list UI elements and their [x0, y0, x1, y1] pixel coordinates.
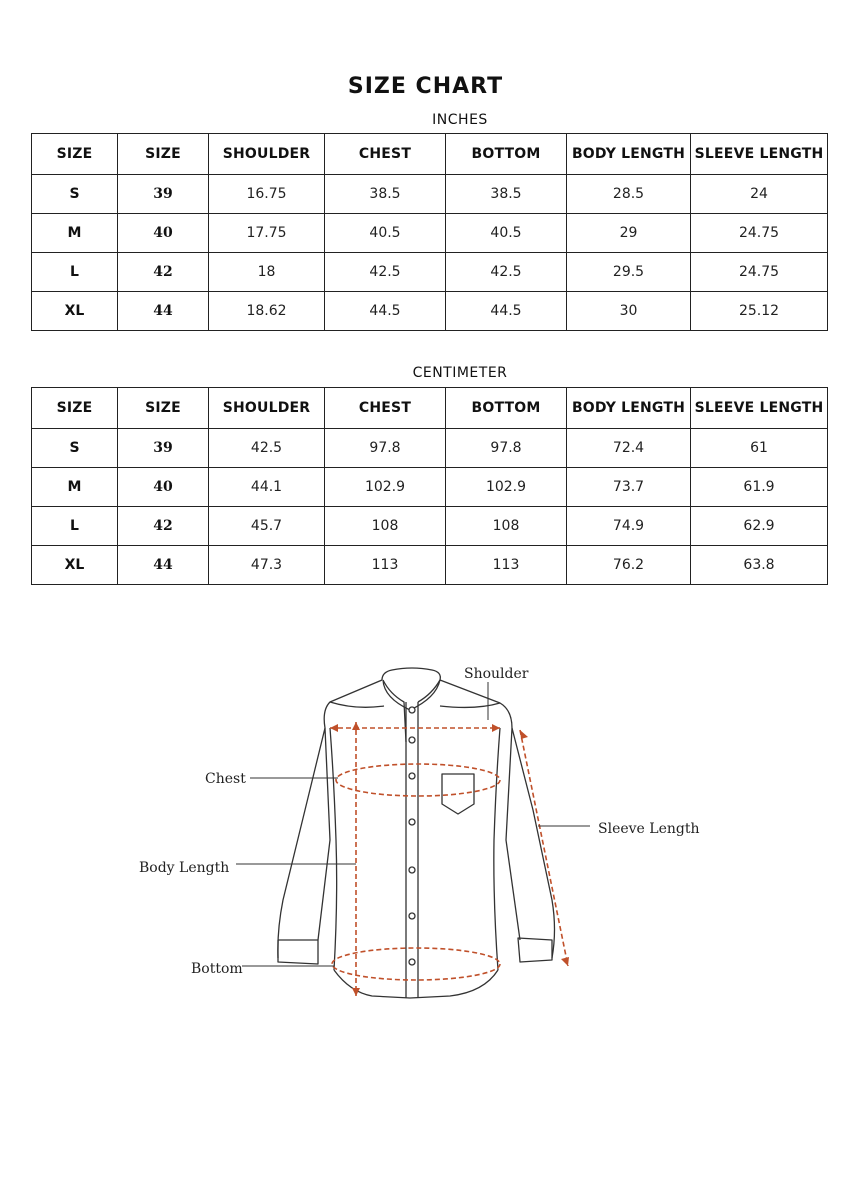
sleeve-length-cell: 24	[691, 175, 828, 214]
body-length-label: Body Length	[139, 860, 230, 876]
chest-cell: 44.5	[325, 292, 446, 331]
bottom-cell: 44.5	[446, 292, 567, 331]
chest-cell: 102.9	[325, 468, 446, 507]
size-number-cell: 42	[118, 507, 209, 546]
header-size: SIZE	[32, 134, 118, 175]
table-header-row	[32, 388, 828, 429]
table-row	[32, 253, 828, 292]
body-length-cell: 72.4	[567, 429, 691, 468]
chest-cell: 42.5	[325, 253, 446, 292]
body-length-cell: 74.9	[567, 507, 691, 546]
shoulder-cell: 45.7	[209, 507, 325, 546]
table-row	[32, 507, 828, 546]
chest-cell: 38.5	[325, 175, 446, 214]
header-size-number: SIZE	[118, 134, 209, 175]
inches-label: INCHES	[432, 112, 488, 128]
sleeve-length-cell: 61	[691, 429, 828, 468]
shoulder-label: Shoulder	[464, 666, 529, 682]
size-number-cell: 44	[118, 292, 209, 331]
header-sleeve-length: SLEEVE LENGTH	[691, 134, 828, 175]
body-length-cell: 30	[567, 292, 691, 331]
arrow-icons	[330, 722, 569, 996]
table-header-row	[32, 134, 828, 175]
inches-table	[31, 133, 828, 331]
bottom-cell: 102.9	[446, 468, 567, 507]
size-cell: M	[32, 214, 118, 253]
chest-cell: 40.5	[325, 214, 446, 253]
body-length-cell: 76.2	[567, 546, 691, 585]
size-number-cell: 42	[118, 253, 209, 292]
sleeve-length-cell: 24.75	[691, 253, 828, 292]
header-size-number: SIZE	[118, 388, 209, 429]
chest-label: Chest	[205, 771, 246, 787]
bottom-measure-ellipse	[332, 948, 500, 980]
size-cell: M	[32, 468, 118, 507]
header-bottom: BOTTOM	[446, 134, 567, 175]
shoulder-cell: 18	[209, 253, 325, 292]
header-body-length: BODY LENGTH	[567, 388, 691, 429]
button-icons	[409, 707, 415, 965]
table-row	[32, 214, 828, 253]
header-bottom: BOTTOM	[446, 388, 567, 429]
shoulder-cell: 18.62	[209, 292, 325, 331]
shirt-measurement-diagram	[0, 640, 851, 1040]
size-cell: XL	[32, 546, 118, 585]
header-size: SIZE	[32, 388, 118, 429]
size-cell: L	[32, 253, 118, 292]
body-length-cell: 73.7	[567, 468, 691, 507]
centimeter-label: CENTIMETER	[412, 365, 508, 381]
size-cell: S	[32, 429, 118, 468]
body-length-cell: 29.5	[567, 253, 691, 292]
table-row	[32, 468, 828, 507]
sleeve-length-cell: 25.12	[691, 292, 828, 331]
sleeve-length-cell: 62.9	[691, 507, 828, 546]
header-sleeve-length: SLEEVE LENGTH	[691, 388, 828, 429]
size-number-cell: 39	[118, 175, 209, 214]
size-cell: S	[32, 175, 118, 214]
header-shoulder: SHOULDER	[209, 388, 325, 429]
bottom-cell: 97.8	[446, 429, 567, 468]
centimeter-table	[31, 387, 828, 585]
bottom-cell: 113	[446, 546, 567, 585]
sleeve-length-measure-line	[520, 730, 568, 966]
header-chest: CHEST	[325, 388, 446, 429]
sleeve-length-cell: 63.8	[691, 546, 828, 585]
shoulder-cell: 17.75	[209, 214, 325, 253]
size-cell: XL	[32, 292, 118, 331]
bottom-label: Bottom	[191, 961, 243, 977]
header-chest: CHEST	[325, 134, 446, 175]
header-body-length: BODY LENGTH	[567, 134, 691, 175]
size-number-cell: 40	[118, 214, 209, 253]
size-number-cell: 39	[118, 429, 209, 468]
size-number-cell: 44	[118, 546, 209, 585]
chest-cell: 108	[325, 507, 446, 546]
body-length-cell: 29	[567, 214, 691, 253]
bottom-cell: 108	[446, 507, 567, 546]
bottom-cell: 40.5	[446, 214, 567, 253]
table-row	[32, 546, 828, 585]
size-number-cell: 40	[118, 468, 209, 507]
header-shoulder: SHOULDER	[209, 134, 325, 175]
table-row	[32, 292, 828, 331]
chest-cell: 113	[325, 546, 446, 585]
sleeve-length-cell: 61.9	[691, 468, 828, 507]
shoulder-cell: 16.75	[209, 175, 325, 214]
shoulder-cell: 42.5	[209, 429, 325, 468]
body-length-cell: 28.5	[567, 175, 691, 214]
sleeve-length-cell: 24.75	[691, 214, 828, 253]
shoulder-cell: 44.1	[209, 468, 325, 507]
page-title: SIZE CHART	[347, 74, 504, 99]
bottom-cell: 38.5	[446, 175, 567, 214]
chest-cell: 97.8	[325, 429, 446, 468]
sleeve-length-label: Sleeve Length	[598, 821, 700, 837]
shirt-icon	[278, 668, 555, 998]
shoulder-cell: 47.3	[209, 546, 325, 585]
bottom-cell: 42.5	[446, 253, 567, 292]
measurement-guides	[330, 722, 568, 996]
table-row	[32, 175, 828, 214]
size-cell: L	[32, 507, 118, 546]
table-row	[32, 429, 828, 468]
